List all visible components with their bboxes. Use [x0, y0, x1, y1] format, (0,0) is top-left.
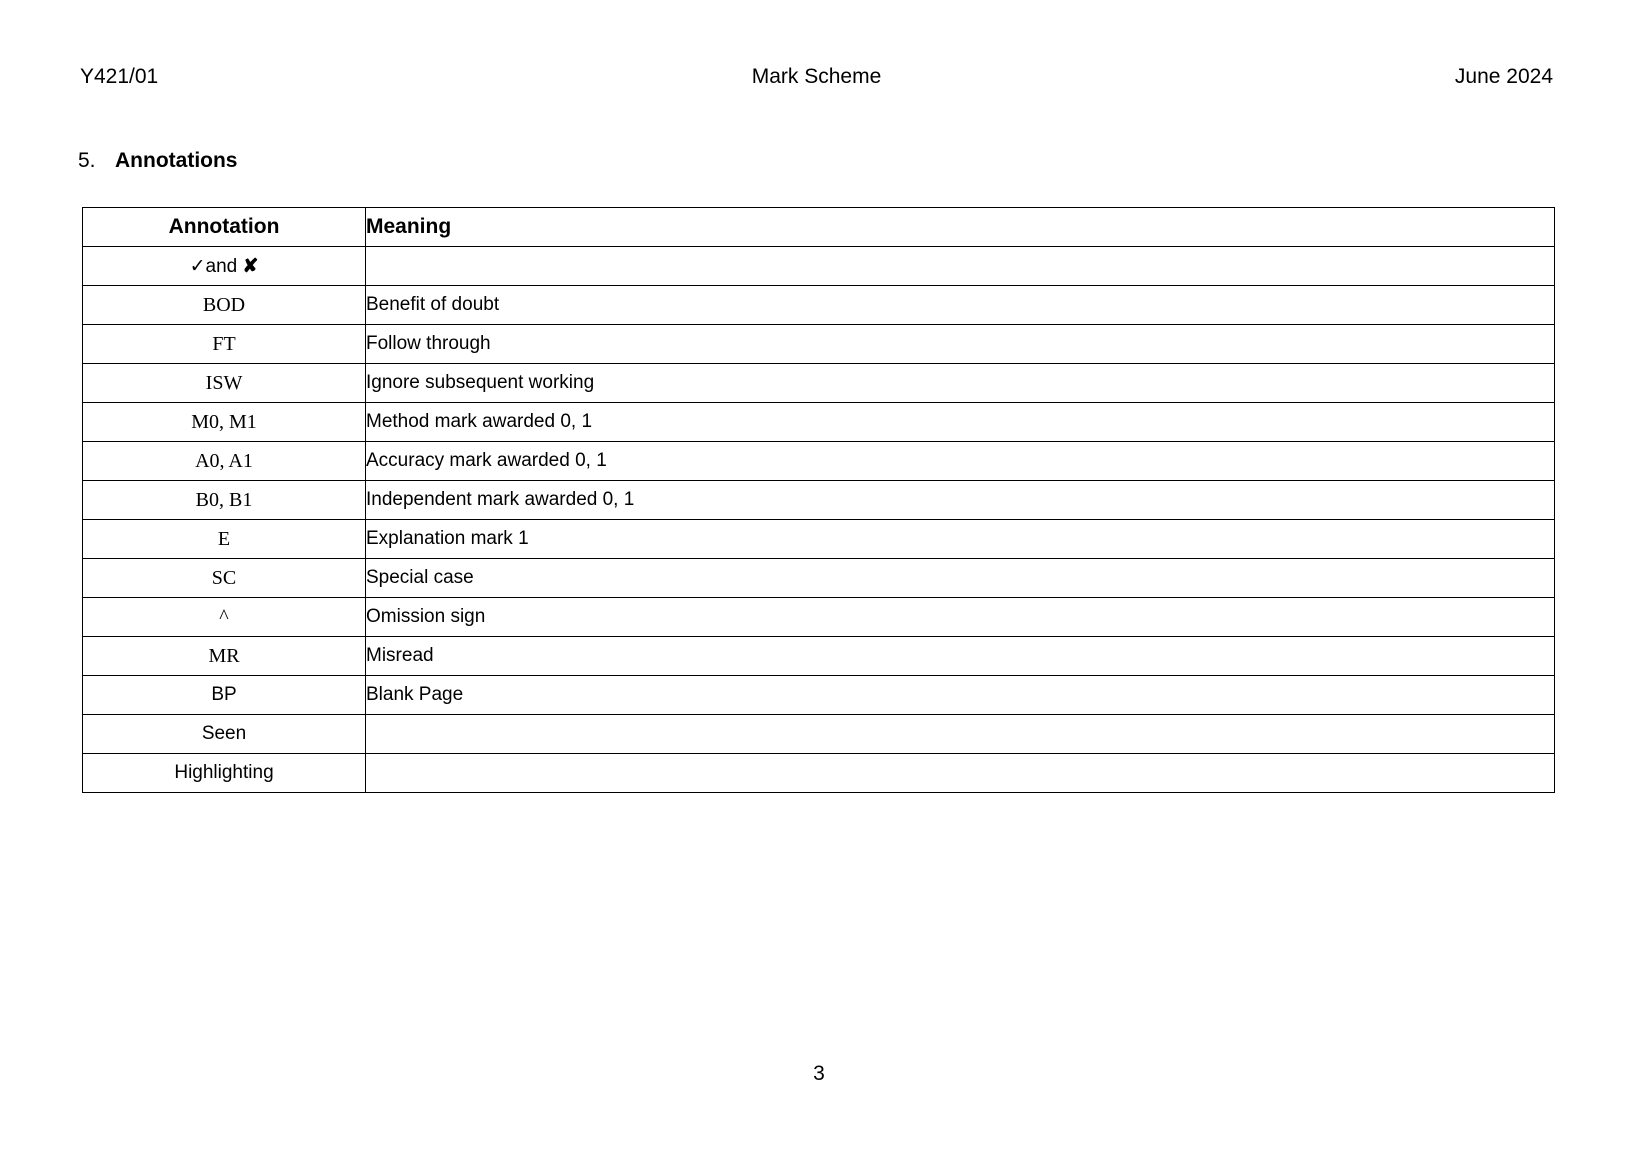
- annotation-cell: [83, 715, 366, 754]
- header-session-date: June 2024: [1454, 65, 1553, 88]
- meaning-cell: Blank Page: [366, 676, 1555, 715]
- annotation-text: ✓and: [189, 255, 243, 277]
- table-row: [83, 637, 1555, 676]
- annotation-text: M0, M1: [191, 410, 257, 433]
- annotation-text: A0, A1: [195, 449, 253, 472]
- meaning-cell: Independent mark awarded 0, 1: [366, 481, 1555, 520]
- annotations-table: [82, 207, 1555, 793]
- annotation-cell: [83, 364, 366, 403]
- annotation-text: BP: [211, 684, 237, 705]
- annotation-text: FT: [212, 332, 236, 355]
- page-number: 3: [813, 1062, 825, 1085]
- meaning-cell: Method mark awarded 0, 1: [366, 403, 1555, 442]
- column-header-meaning: Meaning: [366, 208, 1555, 247]
- section-heading: [78, 149, 237, 173]
- annotation-cell: [83, 403, 366, 442]
- table-row: [83, 364, 1555, 403]
- header-paper-code: Y421/01: [80, 65, 159, 88]
- table-row: [83, 598, 1555, 637]
- annotation-text: ^: [219, 605, 229, 628]
- meaning-cell: Omission sign: [366, 598, 1555, 637]
- annotation-cell: [83, 442, 366, 481]
- meaning-cell: [366, 715, 1555, 754]
- table-row: [83, 520, 1555, 559]
- annotation-cell: [83, 481, 366, 520]
- table-row: [83, 286, 1555, 325]
- table-row: [83, 442, 1555, 481]
- annotation-cell: [83, 559, 366, 598]
- annotation-text: Highlighting: [174, 762, 274, 783]
- meaning-cell: [366, 247, 1555, 286]
- meaning-cell: Ignore subsequent working: [366, 364, 1555, 403]
- annotation-text: Seen: [201, 723, 247, 744]
- section-title: Annotations: [115, 149, 238, 172]
- table-row: [83, 247, 1555, 286]
- meaning-cell: Explanation mark 1: [366, 520, 1555, 559]
- annotation-cell: [83, 598, 366, 637]
- annotation-text: BOD: [202, 293, 246, 316]
- annotation-text: ISW: [205, 371, 243, 394]
- cross-icon: ✘: [242, 255, 259, 277]
- meaning-cell: Special case: [366, 559, 1555, 598]
- section-number: 5.: [78, 149, 96, 172]
- meaning-cell: Benefit of doubt: [366, 286, 1555, 325]
- annotation-cell: [83, 520, 366, 559]
- annotation-text: SC: [211, 566, 237, 589]
- annotation-cell: [83, 637, 366, 676]
- table-header-row: [83, 208, 1555, 247]
- meaning-cell: Follow through: [366, 325, 1555, 364]
- meaning-cell: Misread: [366, 637, 1555, 676]
- table-row: [83, 754, 1555, 793]
- page-header: [80, 66, 1553, 88]
- table-row: [83, 325, 1555, 364]
- page-footer: [0, 1062, 1638, 1086]
- table-row: [83, 715, 1555, 754]
- annotation-text: MR: [208, 644, 240, 667]
- annotation-cell: [83, 286, 366, 325]
- annotation-cell: [83, 676, 366, 715]
- annotation-text: B0, B1: [195, 488, 253, 511]
- header-document-title: Mark Scheme: [751, 65, 882, 88]
- annotation-text: E: [217, 527, 231, 550]
- table-row: [83, 559, 1555, 598]
- meaning-cell: Accuracy mark awarded 0, 1: [366, 442, 1555, 481]
- table-row: [83, 676, 1555, 715]
- annotations-table-body: [83, 247, 1555, 793]
- table-row: [83, 403, 1555, 442]
- annotation-cell: [83, 325, 366, 364]
- meaning-cell: [366, 754, 1555, 793]
- column-header-annotation: Annotation: [83, 208, 366, 247]
- annotation-cell: [83, 754, 366, 793]
- table-row: [83, 481, 1555, 520]
- annotation-cell: [83, 247, 366, 286]
